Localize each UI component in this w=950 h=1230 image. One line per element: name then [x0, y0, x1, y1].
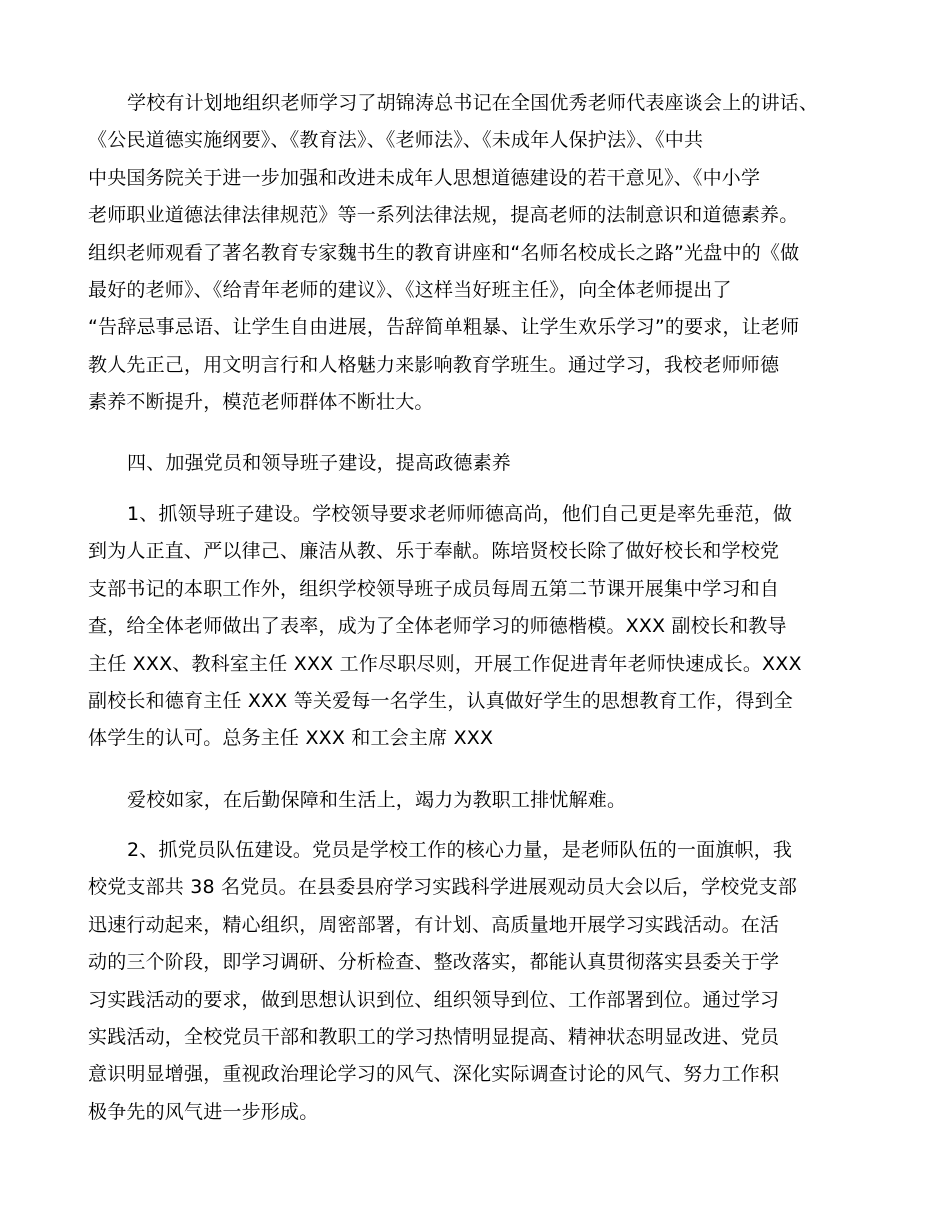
text-line: 体学生的认可。总务主任 XXX 和工会主席 XXX [88, 727, 494, 750]
paragraph-logistics [88, 782, 868, 819]
section-heading-four [88, 445, 868, 482]
text-line: 《公民道德实施纲要》、《教育法》、《老师法》、《未成年人保护法》、《中共 [88, 129, 704, 152]
text-line: 实践活动，全校党员干部和教职工的学习热情明显提高、精神状态明显改进、党员 [88, 1025, 780, 1048]
text-line: 素养不断提升，模范老师群体不断壮大。 [88, 391, 434, 414]
text-line: 教人先正己，用文明言行和人格魅力来影响教育学班生。通过学习，我校老师师德 [88, 353, 780, 376]
text-line: 迅速行动起来，精心组织，周密部署，有计划、高质量地开展学习实践活动。在活 [88, 913, 780, 936]
section-heading: 四、加强党员和领导班子建设，提高政德素养 [127, 452, 512, 474]
text-line: 老师职业道德法律法律规范》等一系列法律法规，提高老师的法制意识和道德素养。 [88, 204, 799, 227]
text-line: 查，给全体老师做出了表率，成为了全体老师学习的师德楷模。XXX 副校长和教导 [88, 615, 787, 638]
text-line: “告辞忌事忌语、让学生自由进展，告辞简单粗暴、让学生欢乐学习”的要求，让老师 [88, 316, 800, 339]
text-line: 组织老师观看了著名教育专家魏书生的教育讲座和“名师名校成长之路”光盘中的《做 [88, 241, 800, 264]
paragraph-party-members [88, 832, 868, 1131]
text-line: 中央国务院关于进一步加强和改进未成年人思想道德建设的若干意见》、《中小学 [88, 166, 761, 189]
text-line: 学校有计划地组织老师学习了胡锦涛总书记在全国优秀老师代表座谈会上的讲话、 [127, 92, 819, 114]
text-line: 1、抓领导班子建设。学校领导要求老师师德高尚，他们自己更是率先垂范，做 [127, 503, 793, 525]
text-line: 习实践活动的要求，做到思想认识到位、组织领导到位、工作部署到位。通过学习 [88, 988, 780, 1011]
text-line: 2、抓党员队伍建设。党员是学校工作的核心力量，是老师队伍的一面旗帜，我 [127, 839, 793, 861]
paragraph-leadership [88, 496, 868, 758]
text-line: 副校长和德育主任 XXX 等关爱每一名学生，认真做好学生的思想教育工作，得到全 [88, 689, 793, 712]
text-line: 最好的老师》、《给青年老师的建议》、《这样当好班主任》，向全体老师提出了 [88, 278, 732, 301]
text-line: 意识明显增强，重视政治理论学习的风气、深化实际调查讨论的风气、努力工作积 [88, 1063, 780, 1086]
text-line: 到为人正直、严以律己、廉洁从教、乐于奉献。陈培贤校长除了做好校长和学校党 [88, 540, 780, 563]
text-line: 极争先的风气进一步形成。 [88, 1100, 319, 1123]
text-line: 爱校如家，在后勤保障和生活上，竭力为教职工排忧解难。 [127, 789, 627, 811]
text-line: 主任 XXX、教科室主任 XXX 工作尽职尽则，开展工作促进青年老师快速成长。XXX [88, 652, 802, 675]
text-line: 校党支部共 38 名党员。在县委县府学习实践科学进展观动员大会以后，学校党支部 [88, 876, 798, 899]
paragraph-teacher-study [88, 85, 868, 422]
text-line: 动的三个阶段，即学习调研、分析检查、整改落实，都能认真贯彻落实县委关于学 [88, 951, 780, 974]
text-line: 支部书记的本职工作外，组织学校领导班子成员每周五第二节课开展集中学习和自 [88, 577, 780, 600]
